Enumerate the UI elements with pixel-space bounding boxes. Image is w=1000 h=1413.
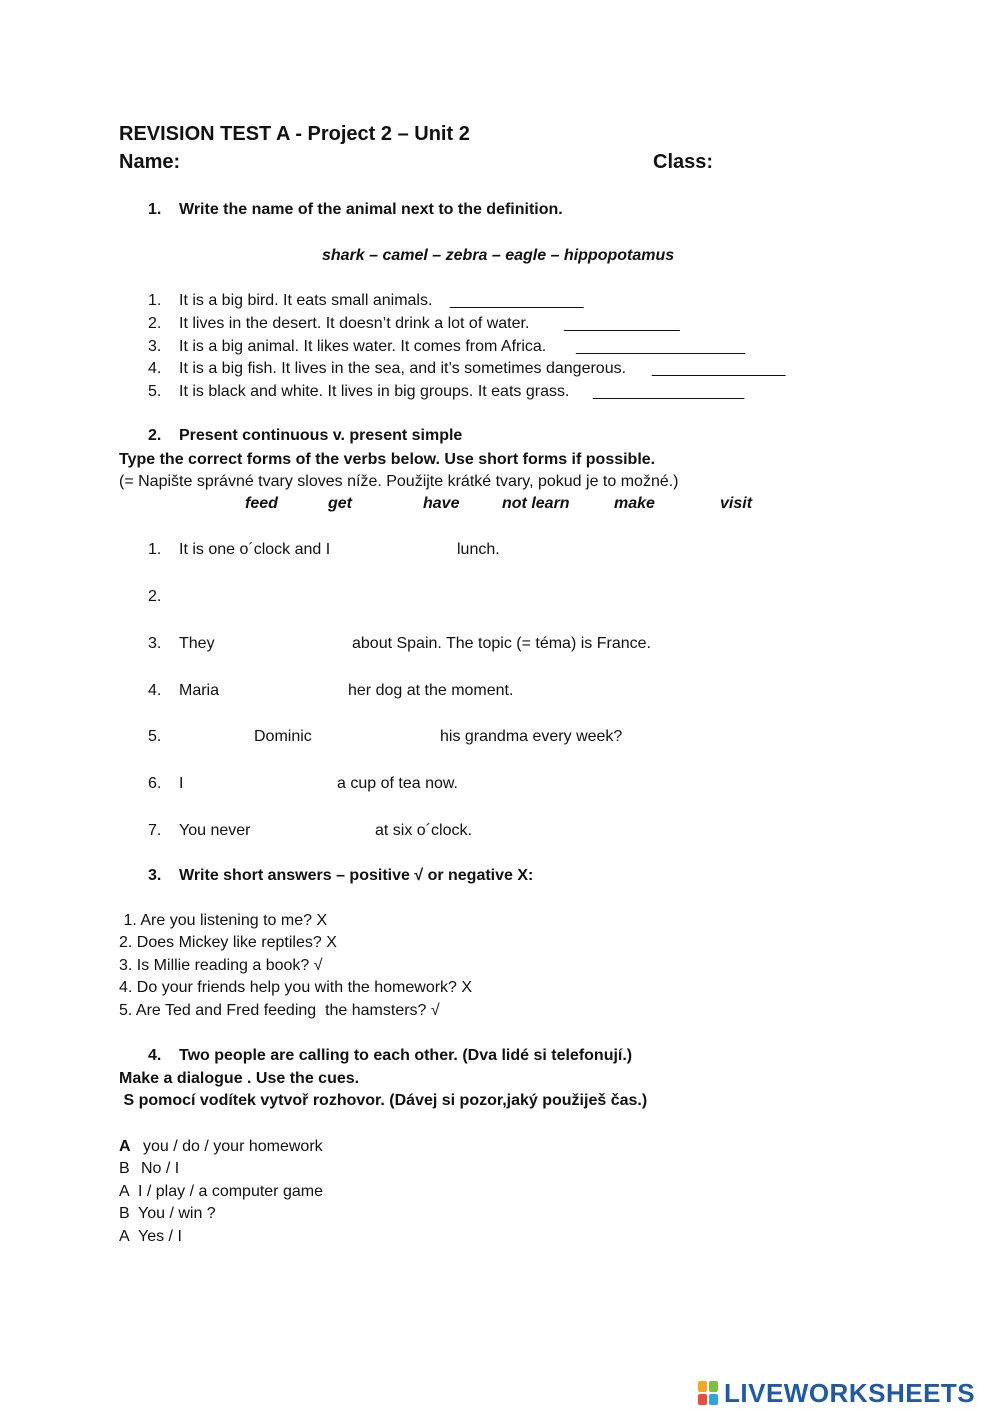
answer-blank: _________________: [593, 383, 745, 400]
speaker-label: A: [119, 1138, 131, 1155]
list-item-number: 1.: [148, 292, 162, 309]
section2-heading: Present continuous v. present simple: [179, 427, 463, 444]
animal-answer-input-3[interactable]: [578, 336, 752, 356]
short-answer-input-2[interactable]: [352, 932, 658, 952]
dialogue-input-5[interactable]: [195, 1226, 621, 1246]
verb-feed: feed: [245, 495, 278, 512]
answer-blank: _______________: [652, 360, 786, 377]
sentence-end: his grandma every week?: [440, 728, 623, 745]
animal-answer-input-2[interactable]: [566, 313, 686, 333]
section1-number: 1.: [148, 201, 162, 218]
section4-heading: Two people are calling to each other. (Dva lidé si telefonují.): [179, 1047, 633, 1064]
name-label: Name:: [119, 151, 181, 173]
list-item-number: 2.: [148, 315, 162, 332]
answer-blank: _______________: [450, 292, 584, 309]
speaker-label: B: [119, 1205, 130, 1222]
verb-answer-input-2[interactable]: [179, 586, 665, 606]
liveworksheets-logo-icon: [698, 1381, 720, 1405]
animal-answer-input-1[interactable]: [452, 290, 590, 310]
definition-text: It lives in the desert. It doesn’t drink a lot of water.: [179, 315, 530, 332]
dialogue-input-2[interactable]: [200, 1158, 626, 1178]
sentence-start: I: [179, 775, 184, 792]
verb-visit: visit: [720, 495, 753, 512]
section1-heading: Write the name of the animal next to the definition.: [179, 201, 563, 218]
page-title: REVISION TEST A - Project 2 – Unit 2: [119, 123, 470, 145]
dialogue-input-3[interactable]: [345, 1181, 771, 1201]
class-input[interactable]: [715, 152, 871, 174]
short-answer-input-1[interactable]: [345, 910, 651, 930]
answer-blank: ___________________: [576, 338, 746, 355]
cue-text: No / I: [141, 1160, 180, 1177]
list-item-number: 1.: [148, 541, 162, 558]
list-item-number: 2.: [148, 588, 162, 605]
speaker-label: A: [119, 1183, 130, 1200]
cue-text: you / do / your homework: [143, 1138, 323, 1155]
section4-translation: S pomocí vodítek vytvoř rozhovor. (Dávej si pozor,jaký použiješ čas.): [119, 1092, 648, 1109]
sentence-start: You never: [179, 822, 251, 839]
list-item-number: 3.: [148, 338, 162, 355]
list-item-number: 7.: [148, 822, 162, 839]
cue-text: Yes / I: [138, 1228, 182, 1245]
name-input[interactable]: [190, 152, 636, 174]
section4-number: 4.: [148, 1047, 162, 1064]
sentence-end: a cup of tea now.: [337, 775, 458, 792]
verb-answer-input-1[interactable]: [342, 539, 458, 559]
section1-word-bank: shark – camel – zebra – eagle – hippopotamus: [322, 247, 675, 264]
definition-text: It is a big bird. It eats small animals.: [179, 292, 433, 309]
verb-answer-input-3[interactable]: [220, 633, 352, 653]
list-item-number: 4.: [148, 360, 162, 377]
list-item-number: 5.: [148, 728, 162, 745]
sentence-end: at six o´clock.: [375, 822, 472, 839]
question-text: 5. Are Ted and Fred feeding the hamsters? √: [119, 1002, 440, 1019]
verb-answer-input-7[interactable]: [262, 820, 374, 840]
cue-text: You / win ?: [138, 1205, 216, 1222]
verb-answer-input-6[interactable]: [190, 773, 336, 793]
section3-heading: Write short answers – positive √ or negative X:: [179, 867, 534, 884]
sentence-end: about Spain. The topic (= téma) is France.: [352, 635, 651, 652]
definition-text: It is black and white. It lives in big groups. It eats grass.: [179, 383, 570, 400]
cue-text: I / play / a computer game: [138, 1183, 323, 1200]
animal-answer-input-5[interactable]: [595, 381, 751, 401]
verb-answer-input-4[interactable]: [230, 680, 348, 700]
question-text: 2. Does Mickey like reptiles? X: [119, 934, 337, 951]
sentence-end: lunch.: [457, 541, 500, 558]
verb-make: make: [614, 495, 655, 512]
list-item-number: 6.: [148, 775, 162, 792]
logo-text: LIVEWORKSHEETS: [724, 1378, 976, 1408]
verb-have: have: [423, 495, 460, 512]
section2-translation: (= Napište správné tvary sloves níže. Použijte krátké tvary, pokud je to možné.): [119, 473, 679, 490]
sentence-start: Dominic: [254, 728, 312, 745]
list-item-number: 4.: [148, 682, 162, 699]
verb-not-learn: not learn: [502, 495, 570, 512]
class-label: Class:: [653, 151, 714, 173]
definition-text: It is a big animal. It likes water. It comes from Africa.: [179, 338, 547, 355]
section3-number: 3.: [148, 867, 162, 884]
sentence-start: Maria: [179, 682, 220, 699]
short-answer-input-3[interactable]: [340, 955, 646, 975]
dialogue-input-1[interactable]: [350, 1136, 776, 1156]
section4-instruction: Make a dialogue . Use the cues.: [119, 1070, 360, 1087]
animal-answer-input-4[interactable]: [654, 358, 794, 378]
verb-answer-input-5a[interactable]: [179, 726, 255, 746]
list-item-number: 3.: [148, 635, 162, 652]
question-text: 1. Are you listening to me? X: [119, 912, 328, 929]
question-text: 4. Do your friends help you with the homework? X: [119, 979, 473, 996]
section2-number: 2.: [148, 427, 162, 444]
section2-instruction: Type the correct forms of the verbs below. Use short forms if possible.: [119, 451, 656, 468]
short-answer-input-4[interactable]: [505, 977, 811, 997]
answer-blank: _____________: [564, 315, 680, 332]
sentence-end: her dog at the moment.: [348, 682, 514, 699]
dialogue-input-4[interactable]: [230, 1203, 656, 1223]
question-text: 3. Is Millie reading a book? √: [119, 957, 323, 974]
verb-get: get: [328, 495, 352, 512]
sentence-start: They: [179, 635, 215, 652]
sentence-start: It is one o´clock and I: [179, 541, 331, 558]
liveworksheets-logo[interactable]: [698, 1380, 975, 1406]
verb-answer-input-5b[interactable]: [322, 726, 440, 746]
list-item-number: 5.: [148, 383, 162, 400]
speaker-label: A: [119, 1228, 130, 1245]
speaker-label: B: [119, 1160, 130, 1177]
short-answer-input-5[interactable]: [462, 1000, 768, 1020]
definition-text: It is a big fish. It lives in the sea, and it’s sometimes dangerous.: [179, 360, 627, 377]
